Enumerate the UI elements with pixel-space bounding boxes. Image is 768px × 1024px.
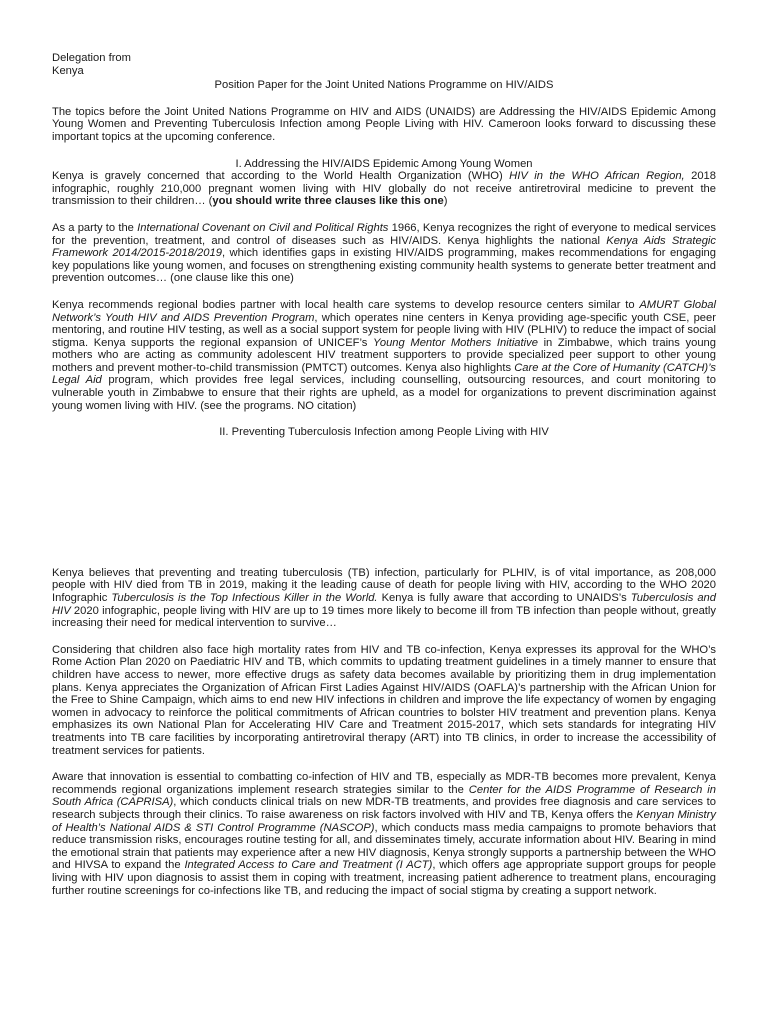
delegation-line-1: Delegation from	[52, 52, 131, 64]
section-2-paragraph-1: Kenya believes that preventing and treating tuberculosis (TB) infection, particularly for PLHIV, is of vital importance, as 208,000 people with HIV died from TB in 2019, making it the leading cause of death for people living with HIV, according to the WHO 2020 Infographic Tuberculosis is the Top Infectious Killer in the World. Kenya is fully aware that according to UNAIDS’s Tuberculosis and HIV 2020 infographic, people living with HIV are up to 19 times more likely to become ill from TB infection than people without, greatly increasing their need for medical intervention to survive…	[52, 566, 716, 630]
blank-space	[52, 451, 716, 567]
section-1-paragraph-2: As a party to the International Covenant on Civil and Political Rights 1966, Kenya recognizes the right of everyone to medical services for the prevention, treatment, and control of diseases such as HIV/AIDS. Kenya highlights the national Kenya Aids Strategic Framework 2014/2015-2018/2019, which identifies gaps in existing HIV/AIDS programming, makes recommendations for engaging key populations like young women, and focuses on strengthening existing community health systems to generate better treatment and prevention outcomes… (one clause like this one)	[52, 221, 716, 285]
section-2-paragraph-3: Aware that innovation is essential to combatting co-infection of HIV and TB, especially as MDR-TB becomes more prevalent, Kenya recommends regional organizations implement research strategies similar to the Center for the AIDS Programme of Research in South Africa (CAPRISA), which conducts clinical trials on new MDR-TB treatments, and provides free diagnosis and care services to research subjects through their clinics. To raise awareness on risk factors involved with HIV and TB, Kenya offers the Kenyan Ministry of Health’s National AIDS & STI Control Programme (NASCOP), which conducts mass media campaigns to promote behaviors that reduce transmission risks, encourages routine testing for all, and disseminates timely, accurate information about HIV. Bearing in mind the emotional strain that patients may experience after a new HIV diagnosis, Kenya strongly supports a partnership between the WHO and HIVSA to expand the Integrated Access to Care and Treatment (I ACT), which offers age appropriate support groups for people living with HIV upon diagnosis to assist them in coping with treatment, increasing patient adherence to treatment plans, encouraging further routine screenings for co-infections like TB, and reducing the impact of social stigma by creating a support network.	[52, 771, 717, 897]
document-page	[52, 52, 716, 897]
delegation-line-2: Kenya	[52, 64, 84, 77]
section-1-heading: I. Addressing the HIV/AIDS Epidemic Among Young Women	[235, 157, 533, 170]
section-2-paragraph-2: Considering that children also face high mortality rates from HIV and TB co-infection, Kenya expresses its approval for the WHO’s Rome Action Plan 2020 on Paediatric HIV and TB, which commits to updating treatment guidelines in a timely manner to ensure that children have access to newer, more effective drugs as safety data becomes available by prioritizing them in drug implementation plans. Kenya appreciates the Organization of African First Ladies Against HIV/AIDS (OAFLA)’s partnership with the African Union for the Free to Shine Campaign, which aims to end new HIV infections in children and improve the life expectancy of women by engaging women in advocacy to reinforce the political commitments of African countries to bolster HIV treatment and prevention plans. Kenya emphasizes its own National Plan for Accelerating HIV Care and Treatment 2015-2017, which sets standards for integrating HIV treatments into TB care facilities by incorporating antiretroviral therapy (ART) into TB clinics, in order to increase the accessibility of treatment services for patients.	[52, 643, 716, 757]
section-1-paragraph-3: Kenya recommends regional bodies partner with local health care systems to develop resource centers similar to AMURT Global Network’s Youth HIV and AIDS Prevention Program, which operates nine centers in Kenya providing age-specific youth CSE, peer mentoring, and routine HIV testing, as well as a social support system for people living with HIV (PLHIV) to reduce the impact of social stigma. Kenya supports the regional expansion of UNICEF’s Young Mentor Mothers Initiative in Zimbabwe, which trains young mothers who are acting as community adolescent HIV treatment supporters to provide specialized peer support to other young mothers and prevent mother-to-child transmission (PMTCT) outcomes. Kenya also highlights Care at the Core of Humanity (CATCH)’s Legal Aid program, which provides free legal services, including counselling, outsourcing resources, and court monitoring to vulnerable youth in Zimbabwe to ensure that their rights are upheld, as a model for organizations to prevent discrimination against young women living with HIV. (see the programs. NO citation)	[52, 298, 716, 412]
section-2-heading: II. Preventing Tuberculosis Infection among People Living with HIV	[219, 426, 549, 439]
section-1-paragraph-1: Kenya is gravely concerned that according to the World Health Organization (WHO) HIV in the WHO African Region, 2018 infographic, roughly 210,000 pregnant women living with HIV globally do not receive antiretroviral medicine to prevent the transmission to their children… (you should write three clauses like this one)	[52, 170, 716, 208]
paper-title: Position Paper for the Joint United Nations Programme on HIV/AIDS	[214, 79, 554, 92]
intro-paragraph: The topics before the Joint United Nations Programme on HIV and AIDS (UNAIDS) are Addressing the HIV/AIDS Epidemic Among Young Women and Preventing Tuberculosis Infection among People Living with HIV. Cameroon looks forward to discussing these important topics at the upcoming conference.	[52, 105, 716, 143]
